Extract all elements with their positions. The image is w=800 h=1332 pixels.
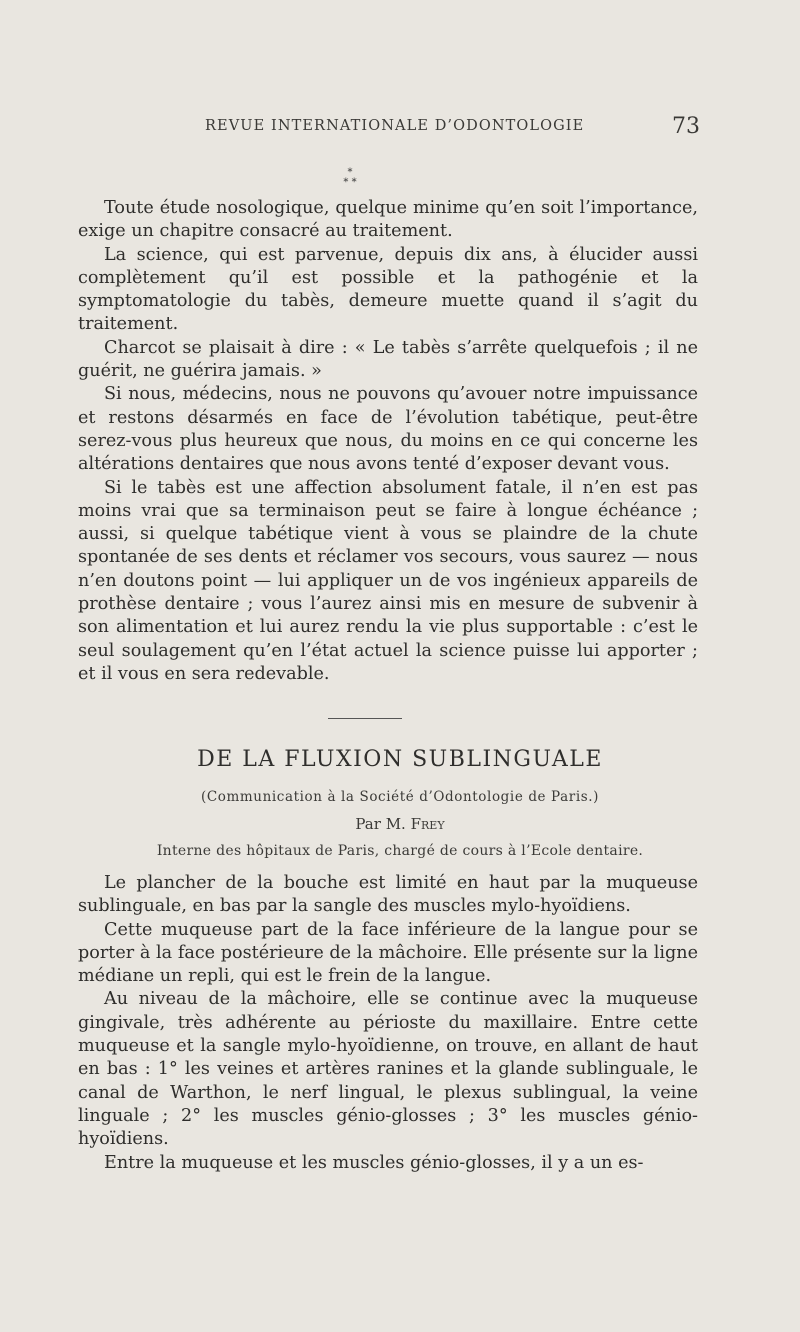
paragraph: Si nous, médecins, nous ne pouvons qu’avouer notre impuissance et restons désarmés en face de l’évolution tabétique, peut-être serez-vous plus heureux que nous, du moins en ce qui concerne les altérations dentaires que nous avons tenté d’exposer devant vous. [78, 384, 698, 475]
page-header [0, 114, 800, 148]
section-treatment [78, 197, 698, 686]
author-name: Frey [410, 815, 445, 833]
author-affiliation: Interne des hôpitaux de Paris, chargé de cours à l’Ecole dentaire. [156, 843, 644, 859]
article-title: DE LA FLUXION SUBLINGUALE [197, 747, 603, 772]
paragraph: Le plancher de la bouche est limité en haut par la muqueuse sublinguale, en bas par la sangle des muscles mylo-hyoïdiens. [78, 873, 698, 917]
article-communication-note: (Communication à la Société d’Odontologie de Paris.) [200, 789, 600, 805]
article-body [78, 872, 698, 1175]
article-author [0, 815, 800, 833]
author-prefix: Par M. [355, 815, 406, 833]
page-number: 73 [672, 114, 700, 139]
paragraph: Cette muqueuse part de la face inférieure de la langue pour se porter à la face postérieure de la mâchoire. Elle présente sur la ligne médiane un repli, qui est le frein de la langue. [78, 919, 698, 987]
asterism-bottom: * * [343, 177, 357, 188]
asterism-top: * [347, 167, 353, 178]
paragraph: La science, qui est parvenue, depuis dix ans, à élucider aussi complètement qu’il est possible et la pathogénie et la symptomatologie du tabès, demeure muette quand il s’agit du traitement. [78, 244, 698, 335]
running-title: REVUE INTERNATIONALE D’ODONTOLOGIE [205, 118, 585, 134]
paragraph: Charcot se plaisait à dire : « Le tabès s’arrête quelquefois ; il ne guérit, ne guérira jamais. » [78, 337, 698, 382]
paragraph: Entre la muqueuse et les muscles génio-glosses, il y a un es- [104, 1152, 644, 1173]
paragraph: Au niveau de la mâchoire, elle se continue avec la muqueuse gingivale, très adhérente au périoste du maxillaire. Entre cette muqueuse et la sangle mylo-hyoïdienne, on trouve, en allant de haut en bas : 1° les veines et artères ranines et la glande sublinguale, le canal de Warthon, le nerf lingual, le plexus sublingual, la veine linguale ; 2° les muscles génio-glosses ; 3° les muscles génio-hyoïdiens. [78, 989, 698, 1150]
section-divider [328, 718, 402, 719]
asterism-ornament [330, 168, 370, 188]
paragraph: Si le tabès est une affection absolument fatale, il n’en est pas moins vrai que sa terminaison peut se faire à longue échéance ; aussi, si quelque tabétique vient à vous se plaindre de la chute spontanée de ses dents et réclamer vos secours, vous saurez — nous n’en doutons point — lui appliquer un de vos ingénieux appareils de prothèse dentaire ; vous l’aurez ainsi mis en mesure de subvenir à son alimentation et lui aurez rendu la vie plus supportable : c’est le seul soulagement qu’en l’état actuel la science puisse lui apporter ; et il vous en sera redevable. [78, 477, 698, 684]
paragraph: Toute étude nosologique, quelque minime qu’en soit l’importance, exige un chapitre consacré au traitement. [78, 198, 698, 242]
